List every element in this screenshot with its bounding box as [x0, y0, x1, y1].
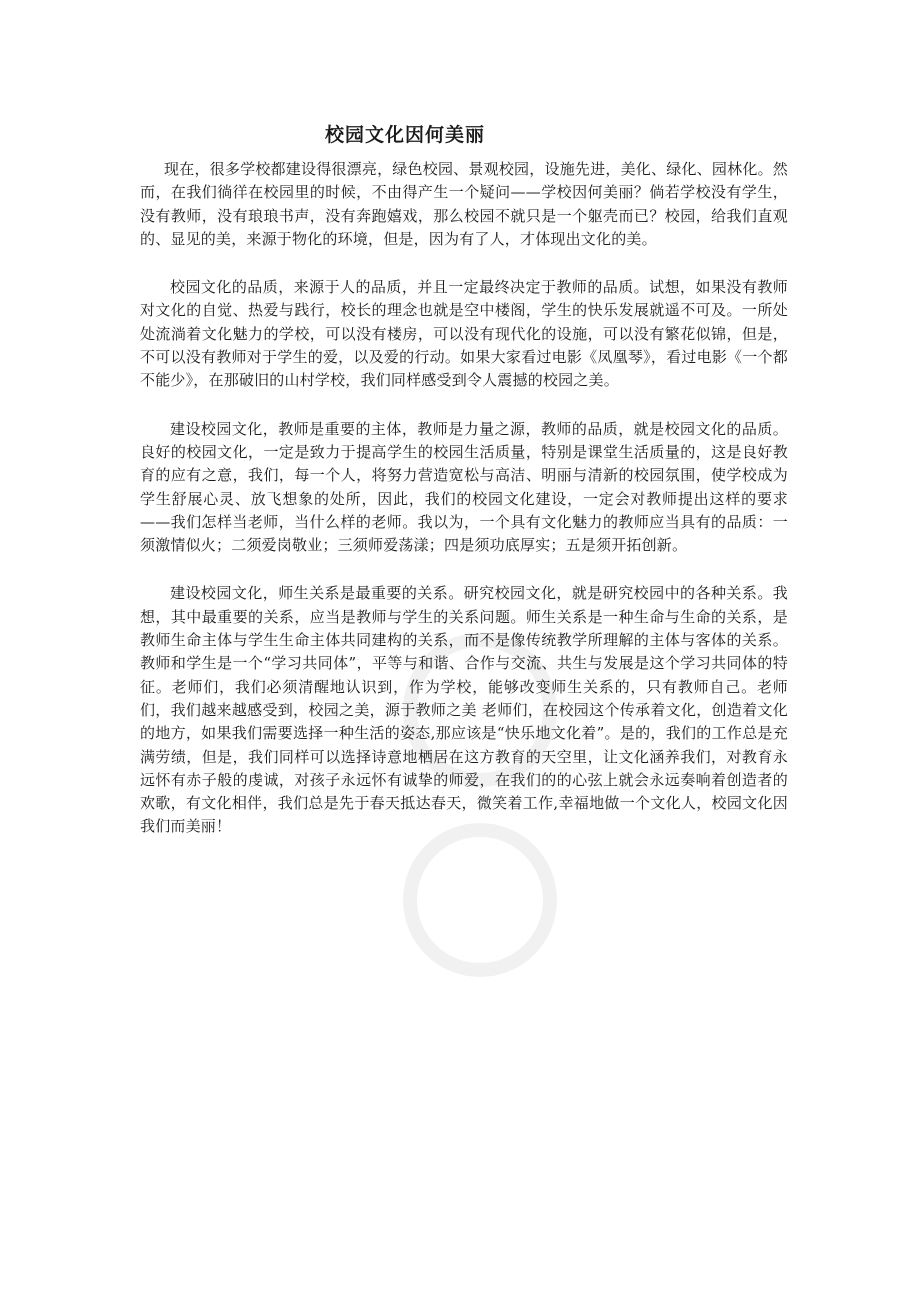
paragraph-4: 建设校园文化，师生关系是最重要的关系。研究校园文化，就是研究校园中的各种关系。我想，其中最重要的关系，应当是教师与学生的关系问题。师生关系是一种生命与生命的关系，是教师生命主体与学生生命主体共同建构的关系，而不是像传统教学所理解的主体与客体的关系。教师和学生是一个“学习共同体”，平等与和谐、合作与交流、共生与发展是这个学习共同体的特征。老师们，我们必须清醒地认识到，作为学校，能够改变师生关系的，只有教师自己。老师们，我们越来越感受到，校园之美，源于教师之美 老师们，在校园这个传承着文化，创造着文化的地方，如果我们需要选择一种生活的姿态,那应该是“快乐地文化着”。是的，我们的工作总是充满劳绩，但是，我们同样可以选择诗意地栖居在这方教育的天空里，让文化涵养我们，对教育永远怀有赤子般的虔诚，对孩子永远怀有诚挚的师爱，在我们的的心弦上就会永远奏响着创造者的欢歌，有文化相伴，我们总是先于春天抵达春天，微笑着工作,幸福地做一个文化人，校园文化因我们而美丽！ — [140, 584, 788, 836]
document-body — [140, 158, 788, 864]
paragraph-2: 校园文化的品质，来源于人的品质，并且一定最终决定于教师的品质。试想，如果没有教师对文化的自觉、热爱与践行，校长的理念也就是空中楼阁，学生的快乐发展就遥不可及。一所处处流淌着文化魅力的学校，可以没有楼房，可以没有现代化的设施，可以没有繁花似锦，但是，不可以没有教师对于学生的爱，以及爱的行动。如果大家看过电影《凤凰琴》，看过电影《一个都不能少》，在那破旧的山村学校，我们同样感受到令人震撼的校园之美。 — [140, 278, 788, 390]
paragraph-1: 现在，很多学校都建设得很漂亮，绿色校园、景观校园，设施先进，美化、绿化、园林化。然而，在我们徜徉在校园里的时候，不由得产生一个疑问——学校因何美丽？倘若学校没有学生，没有教师，没有琅琅书声，没有奔跑嬉戏，那么校园不就只是一个躯壳而已？校园，给我们直观的、显见的美，来源于物化的环境，但是，因为有了人，才体现出文化的美。 — [140, 160, 788, 248]
document-title: 校园文化因何美丽 — [324, 124, 485, 146]
paragraph-3: 建设校园文化，教师是重要的主体，教师是力量之源，教师的品质，就是校园文化的品质。良好的校园文化，一定是致力于提高学生的校园生活质量，特别是课堂生活质量的，这是良好教育的应有之意，我们，每一个人，将努力营造宽松与高洁、明丽与清新的校园氛围，使学校成为学生舒展心灵、放飞想象的处所，因此，我们的校园文化建设，一定会对教师提出这样的要求——我们怎样当老师，当什么样的老师。我以为，一个具有文化魅力的教师应当具有的品质：一须激情似火；二须爱岗敬业；三须师爱荡漾；四是须功底厚实；五是须开拓创新。 — [140, 419, 788, 555]
